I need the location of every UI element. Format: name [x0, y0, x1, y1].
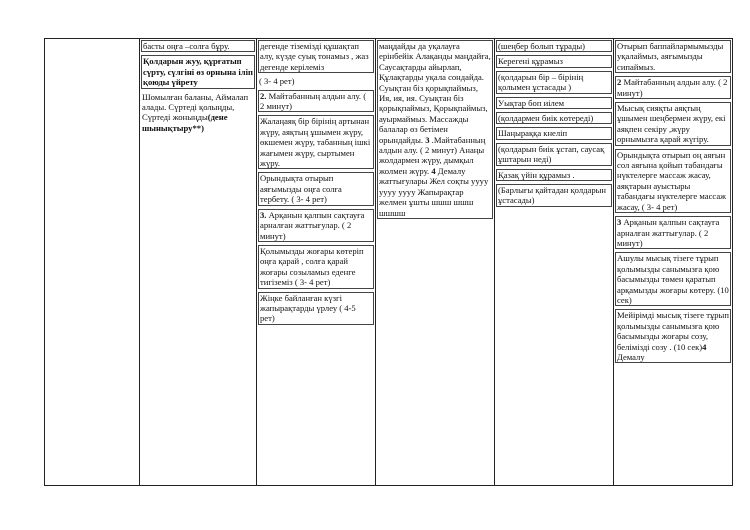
text-block — [496, 143, 612, 166]
column-2 — [257, 39, 376, 486]
text-block — [258, 76, 374, 86]
text-block — [258, 245, 374, 289]
text-block — [258, 292, 374, 325]
step-number: 2 — [617, 77, 622, 88]
block-text: Шаңыраққа кнеліп — [498, 128, 568, 139]
block-text: дегенде тіземіздi құшақтап алу, күзде суық тонамыз , жаз дегенде керілеміз — [260, 41, 369, 72]
column-3 — [376, 39, 495, 486]
text-block — [615, 252, 731, 306]
block-text: Қолдарын жуу, құрғатып сүрту, сүлгіні өз орнына ілiп қоюды үйрету — [143, 56, 253, 88]
block-text: (шеңбер болып тұрады) — [498, 41, 585, 51]
block-text: Жіңке байланған күзгі жапырақтарды үрлеу ( 4-5 рет) — [260, 292, 356, 324]
block-text: Жалаңаяқ бір бірінің артынан жүру, аяқтың ұшымен жүру, өкшемен жүру, табанның ішкі жағымен жүру, сыртымен жүру. — [260, 116, 371, 169]
block-text: (Барлығы қайтадан қолдарын ұстасады) — [498, 185, 607, 206]
text-block — [141, 55, 255, 88]
text-block — [258, 115, 374, 169]
block-text: Демалу жаттығулары Жел соқты уууу уууу уууу Жапырақтар желмен ұшты шшш шшш шшшш — [379, 165, 489, 218]
block-text: (қолдармен биік көтереді) — [498, 113, 594, 124]
block-text: Арқанын қалпын сақтауға арналған жаттығулар. ( 2 минут) — [260, 209, 365, 241]
block-text: ( 3- 4 рет) — [259, 76, 295, 87]
text-block — [141, 92, 255, 134]
text-block — [141, 40, 255, 52]
block-text: Керегені құрамыз — [498, 56, 563, 67]
schedule-table — [44, 38, 733, 486]
step-number: 3. — [260, 209, 267, 220]
text-block — [615, 149, 731, 213]
block-text: Отырып баппайлармымызды уқалаймыз, аяғымызды сипаймыз. — [617, 41, 724, 72]
step-number: 2. — [260, 90, 267, 101]
block-text: Демалу — [617, 351, 645, 362]
block-text: (қолдарын бір – бірінің қолымен ұстасады ) — [498, 71, 584, 93]
block-text: маңдайды да уқалауға ерінбейік Алақанды маңдайға, Саусақтарды айырлап, Құлақтарды уқала сондайда. Суықтан біз қорықпаймыз, Ия, ия, ия. Суықтан біз қорықпаймыз, Қорықпаймыз, ауырмаймыз. Массажды балалар өз бетімен орындайды. — [379, 41, 491, 145]
block-text: басты оңға –солға бұру. — [143, 41, 230, 51]
block-text: Орындықта отырып оң аяғын сол аяғына қойып табандағы нүктелерге массаж жасау, аяқтарын ауыстыры табандағы нүктелерге массаж жасау, ( 3- 4 рет) — [617, 149, 727, 212]
block-text: Қолымызды жоғары көтеріп оңға қарай , солға қарай жоғары созыламыз еденге тигіземіз ( 3- 4 рет) — [260, 245, 364, 288]
step-number: 4 — [429, 165, 436, 176]
text-block — [258, 172, 374, 205]
step-number: 3 — [423, 134, 430, 145]
step-number: 3 — [617, 217, 622, 228]
text-block — [258, 90, 374, 113]
block-text: .Майтабанның алдын алу. ( 2 минут) Анаңы жолдармен жүру, дымқыл жолмен жүру. — [379, 134, 486, 176]
block-text: Уықтар боп иілем — [498, 97, 565, 108]
block-text: Майтабанның алдын алу. ( 2 минут) — [617, 77, 728, 98]
column-1 — [140, 39, 257, 486]
text-block — [496, 40, 612, 52]
block-tail: (дене шынықтыру**) — [142, 112, 228, 133]
text-block — [615, 309, 731, 363]
block-text: Майтабанның алдын алу. ( 2 минут) — [260, 90, 367, 112]
column-0 — [45, 39, 140, 486]
text-block — [258, 209, 374, 242]
block-text: Мысық сияқты аяқтың ұшымен шеңбермен жүру, екі аяқпен секіру ,жүру орнымызға қарай жүгіру. — [617, 103, 726, 145]
step-number: 4 — [702, 341, 707, 352]
block-text: Қазақ үйін құрамыз . — [498, 169, 575, 180]
text-block — [615, 216, 731, 249]
text-block — [496, 112, 612, 124]
text-block — [496, 127, 612, 139]
text-block — [615, 40, 731, 73]
text-block — [496, 71, 612, 94]
text-block — [377, 40, 493, 219]
column-5 — [614, 39, 733, 486]
text-block — [615, 76, 731, 99]
text-block — [496, 169, 612, 181]
column-4 — [495, 39, 614, 486]
text-block — [496, 184, 612, 207]
text-block — [496, 55, 612, 67]
text-block — [496, 97, 612, 109]
block-text: Ашулы мысық тізеге тұрып қолымызды санымызға қою басымызды төмен қаратып арқамызды жоғары көтеру. (10 сек) — [617, 253, 729, 305]
block-text: (қолдарын биік ұстап, саусақ ұштарын неді) — [498, 143, 605, 165]
text-block — [615, 102, 731, 146]
table-row — [45, 39, 733, 486]
block-text: Мейірімді мысық тізеге тұрып қолымызды санымызға қою басымызды жоғары созу, белімізді созу . (10 сек) — [617, 310, 729, 352]
block-text: Орындықта отырып аяғымызды оңға солға тербету. ( 3- 4 рет) — [260, 173, 342, 205]
block-text: Шомылған баланы, Аймалап алады. Сүртеді қолыңды, Сүртеді жоныңды — [142, 91, 249, 123]
block-text: Арқанын қалпын сақтауға арналған жаттығулар. ( 2 минут) — [617, 217, 720, 248]
text-block — [258, 40, 374, 73]
